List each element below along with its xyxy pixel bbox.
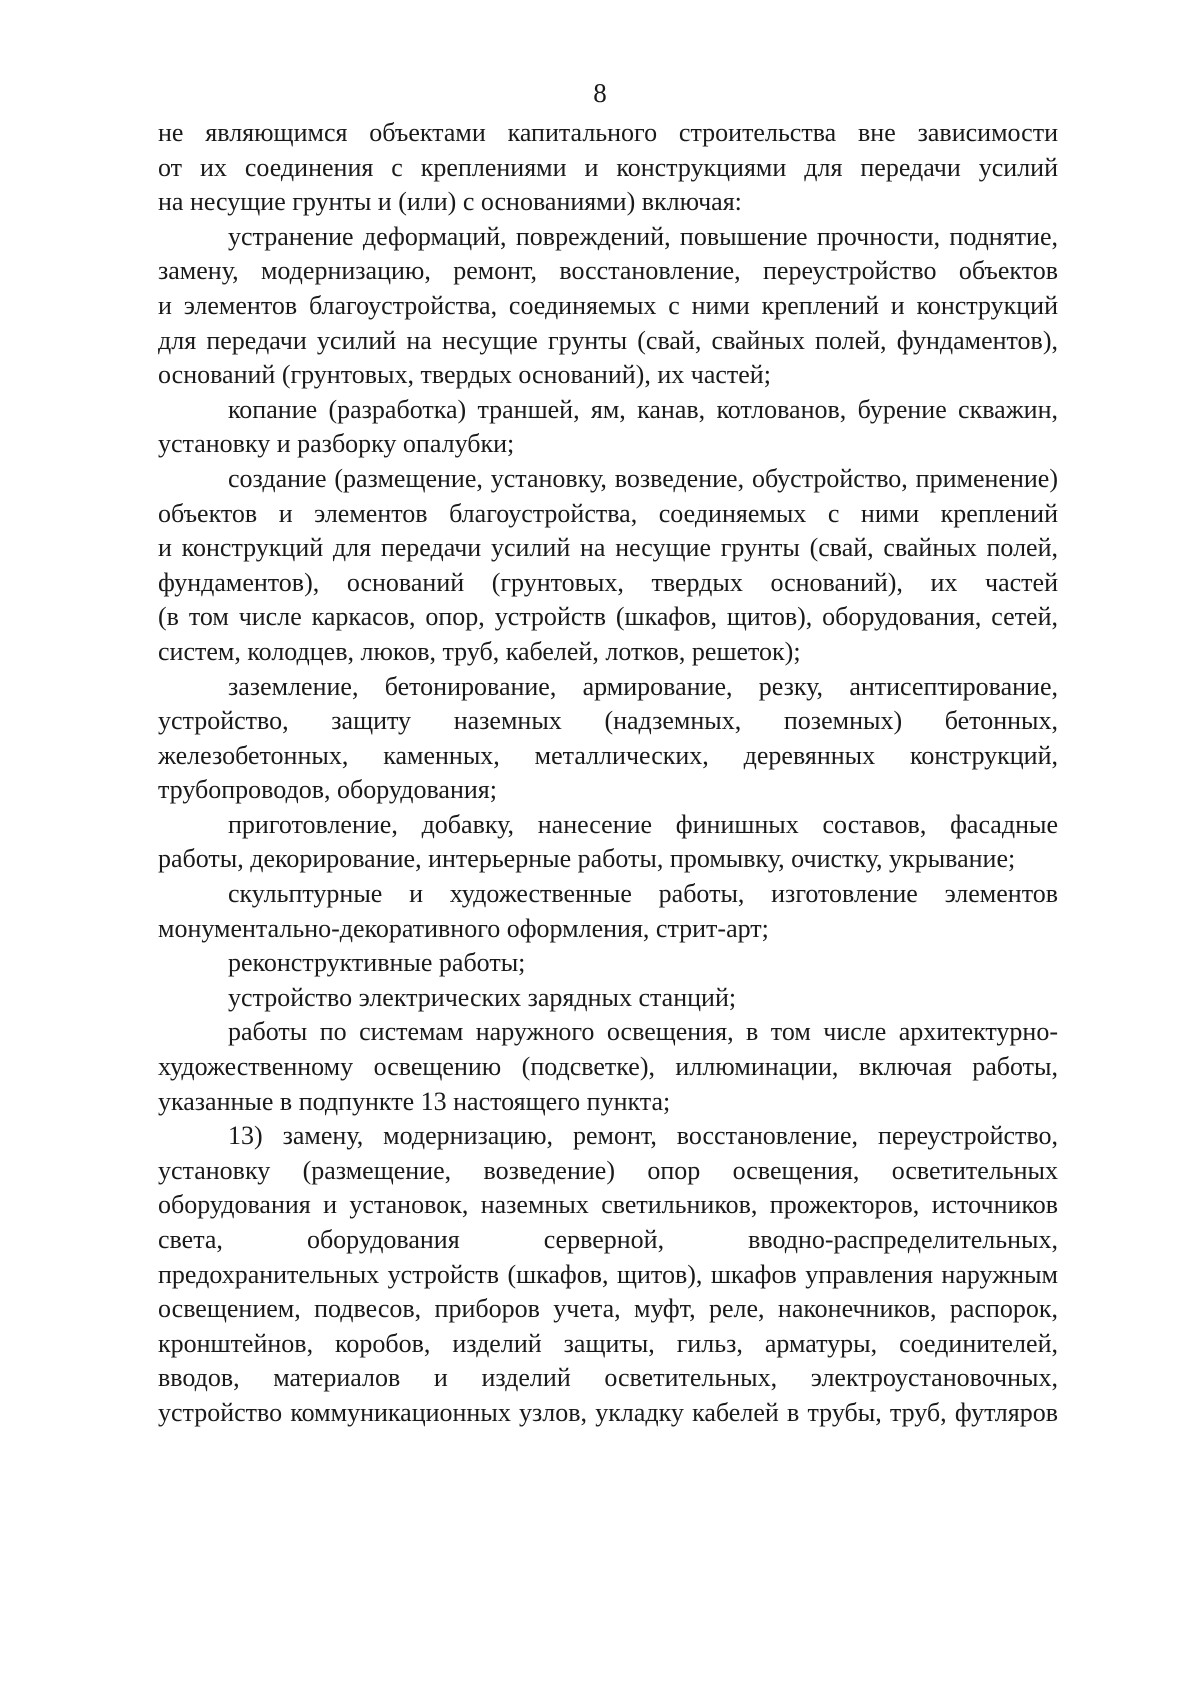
text-line: фундаментов), оснований (грунтовых, твердых оснований), их частей [158,567,1058,597]
text-line: предохранительных устройств (шкафов, щитов), шкафов управления наружным [158,1259,1058,1289]
text-line: устройство коммуникационных узлов, укладку кабелей в трубы, труб, футляров [158,1397,1058,1427]
text-line: скульптурные и художественные работы, изготовление элементов [228,879,1058,909]
text-line: копание (разработка) траншей, ям, канав, котлованов, бурение скважин, [228,394,1058,424]
paragraph [158,1119,1058,1430]
text-line: систем, колодцев, люков, труб, кабелей, лотков, решеток); [158,636,801,666]
text-line: монументально-декоративного оформления, стрит-арт; [158,913,769,943]
paragraph [158,116,1058,220]
text-line: работы, декорирование, интерьерные работы, промывку, очистку, укрывание; [158,844,1016,874]
text-line: устройство, защиту наземных (надземных, поземных) бетонных, [158,706,1058,736]
text-line: оборудования и установок, наземных светильников, прожекторов, источников [158,1190,1058,1220]
paragraph [158,1015,1058,1119]
paragraph [158,462,1058,670]
paragraph [158,670,1058,808]
text-line: художественному освещению (подсветке), иллюминации, включая работы, [158,1052,1058,1082]
text-line: устройство электрических зарядных станций; [228,982,737,1012]
text-line: указанные в подпункте 13 настоящего пункта; [158,1086,671,1116]
text-line: (в том числе каркасов, опор, устройств (шкафов, щитов), оборудования, сетей, [158,602,1058,632]
text-line: освещением, подвесов, приборов учета, муфт, реле, наконечников, распорок, [158,1294,1058,1324]
paragraph [158,946,1058,981]
text-line: установку (размещение, возведение) опор освещения, осветительных [158,1155,1058,1185]
text-line: замену, модернизацию, ремонт, восстановление, переустройство объектов [158,256,1058,286]
paragraph [158,877,1058,946]
text-line: вводов, материалов и изделий осветительных, электроустановочных, [158,1363,1058,1393]
text-line: света, оборудования серверной, вводно-распределительных, [158,1225,1058,1254]
text-line: кронштейнов, коробов, изделий защиты, гильз, арматуры, соединителей, [158,1328,1058,1358]
text-line: на несущие грунты и (или) с основаниями) включая: [158,187,742,217]
text-line: заземление, бетонирование, армирование, резку, антисептирование, [228,671,1058,701]
text-line: и элементов благоустройства, соединяемых с ними креплений и конструкций [158,290,1058,320]
text-line: работы по системам наружного освещения, в том числе архитектурно- [228,1017,1058,1047]
text-line: установку и разборку опалубки; [158,429,515,459]
text-line: приготовление, добавку, нанесение финишных составов, фасадные [228,809,1058,839]
text-line: оснований (грунтовых, твердых оснований), их частей; [158,360,771,390]
text-line: для передачи усилий на несущие грунты (свай, свайных полей, фундаментов), [158,325,1058,355]
text-line: от их соединения с креплениями и конструкциями для передачи усилий [158,152,1058,182]
text-line: создание (размещение, установку, возведение, обустройство, применение) [228,463,1058,493]
body-text [158,116,1058,1431]
text-line: железобетонных, каменных, металлических, деревянных конструкций, [158,740,1058,770]
text-line: трубопроводов, оборудования; [158,775,497,805]
text-line: устранение деформаций, повреждений, повышение прочности, поднятие, [228,221,1058,251]
text-line: не являющимся объектами капитального строительства вне зависимости [158,118,1058,147]
page-number: 8 [593,78,607,108]
paragraph [158,981,1058,1016]
text-line: реконструктивные работы; [228,948,526,978]
text-line: 13) замену, модернизацию, ремонт, восстановление, переустройство, [228,1121,1058,1151]
paragraph [158,393,1058,462]
text-line: и конструкций для передачи усилий на несущие грунты (свай, свайных полей, [158,533,1058,563]
text-line: объектов и элементов благоустройства, соединяемых с ними креплений [158,498,1058,528]
paragraph [158,220,1058,393]
paragraph [158,808,1058,877]
